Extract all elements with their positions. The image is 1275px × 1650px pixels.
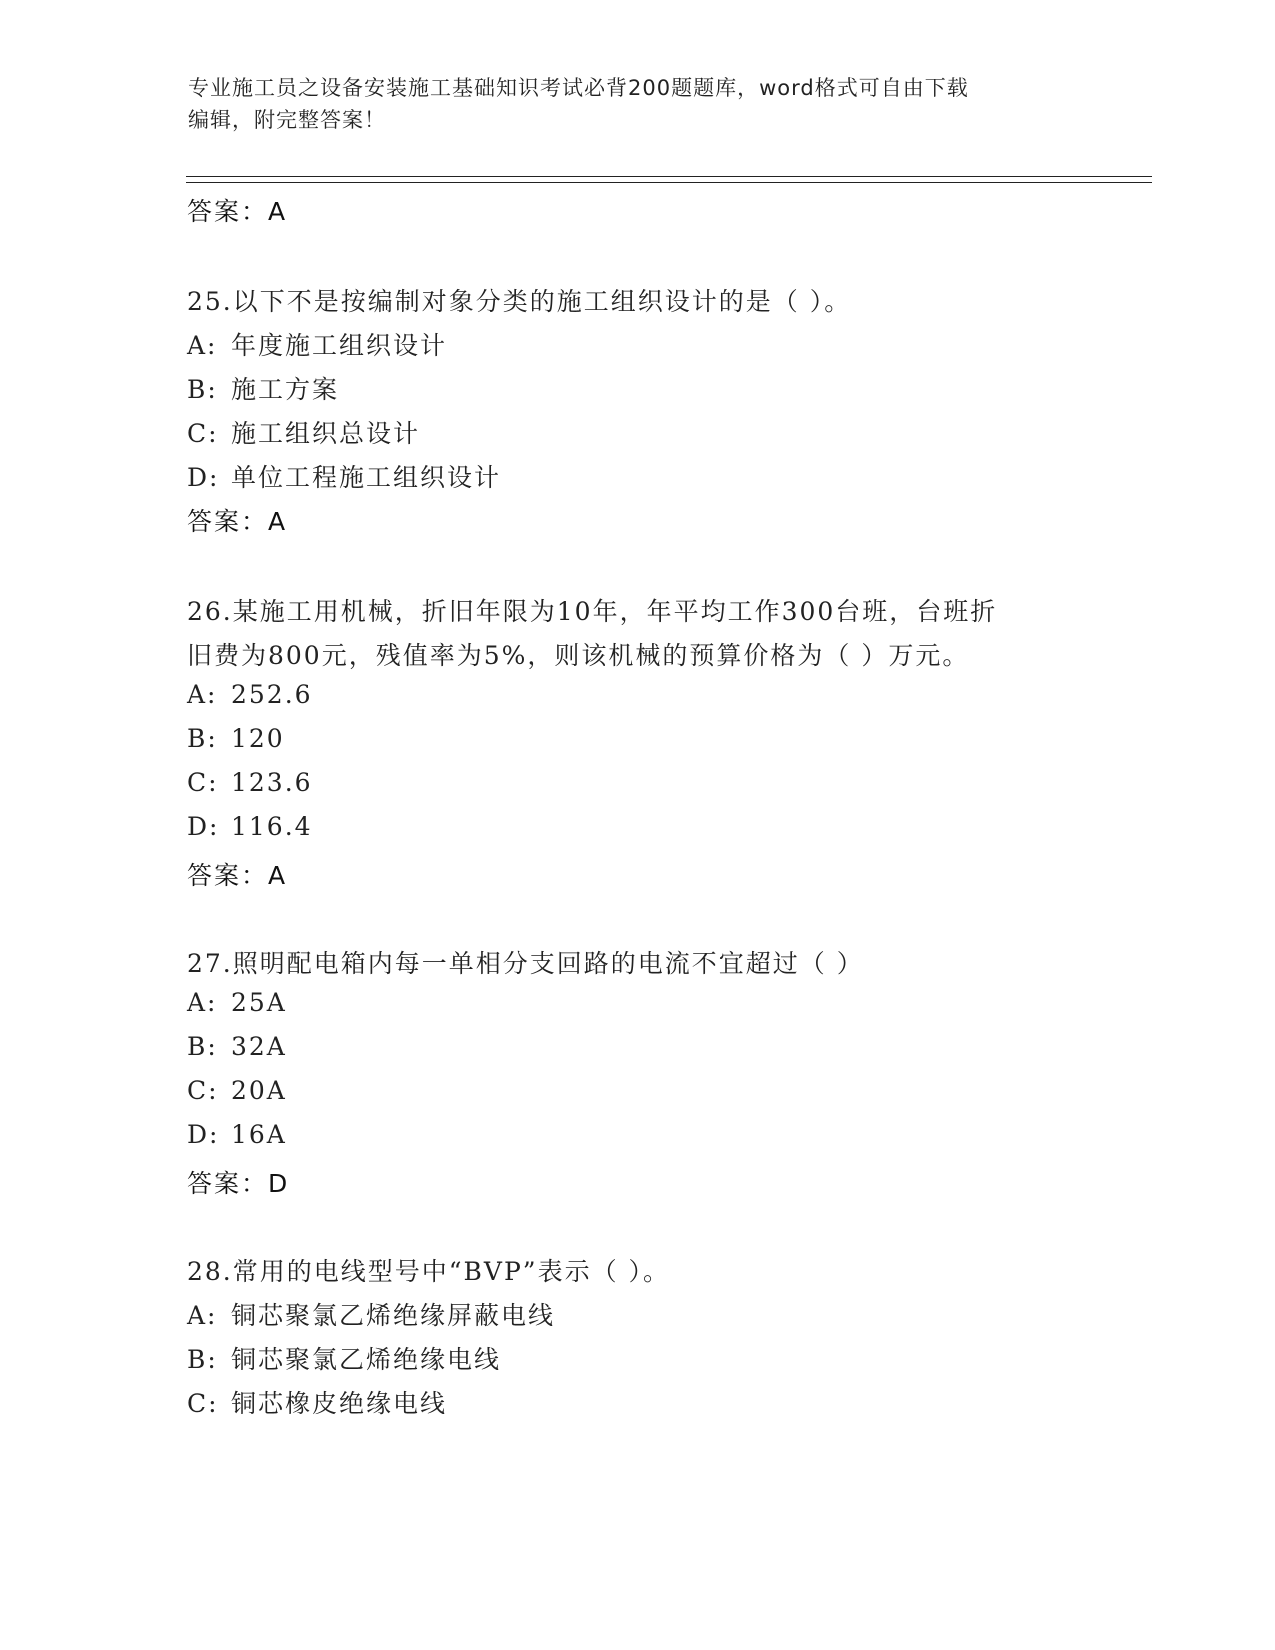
option-text: 25A <box>231 988 287 1017</box>
option-key: A: <box>187 988 218 1017</box>
question-28-option-c <box>187 1384 447 1420</box>
question-28-option-a <box>187 1296 555 1332</box>
header-line-2: 编辑，附完整答案！ <box>188 108 386 132</box>
option-key: B: <box>187 1345 218 1374</box>
option-text: 铜芯聚氯乙烯绝缘电线 <box>231 1345 502 1374</box>
option-text: 施工组织总设计 <box>231 419 421 448</box>
question-25-option-a <box>187 326 447 362</box>
question-25-option-b <box>187 370 339 406</box>
option-key: A: <box>187 1301 218 1330</box>
option-text: 年度施工组织设计 <box>231 331 448 360</box>
question-26-option-b <box>187 724 285 753</box>
header-line-1: 专业施工员之设备安装施工基础知识考试必背200题题库，word格式可自由下载 <box>188 76 969 100</box>
option-text: 施工方案 <box>231 375 340 404</box>
option-key: C: <box>187 419 219 448</box>
question-27-stem: 27.照明配电箱内每一单相分支回路的电流不宜超过（ ） <box>187 949 864 978</box>
document-header <box>188 72 1088 136</box>
option-key: B: <box>187 1032 218 1061</box>
option-key: C: <box>187 1389 219 1418</box>
option-text: 铜芯橡皮绝缘电线 <box>231 1389 448 1418</box>
question-26-option-d <box>187 812 313 841</box>
question-26-answer: 答案：A <box>187 861 288 890</box>
option-text: 116.4 <box>231 812 313 841</box>
header-divider-bottom <box>186 182 1152 183</box>
question-26-option-a <box>187 680 313 709</box>
option-text: 16A <box>231 1120 287 1149</box>
option-key: A: <box>187 331 218 360</box>
option-text: 120 <box>231 724 285 753</box>
header-divider-top <box>186 176 1152 177</box>
question-27-option-b <box>187 1032 287 1061</box>
option-text: 123.6 <box>231 768 313 797</box>
option-key: A: <box>187 680 218 709</box>
question-27-answer: 答案：D <box>187 1169 290 1198</box>
option-key: C: <box>187 768 219 797</box>
question-25-stem: 25.以下不是按编制对象分类的施工组织设计的是（ ）。 <box>187 287 852 316</box>
option-text: 32A <box>231 1032 287 1061</box>
question-26-option-c <box>187 768 313 797</box>
question-25-answer: 答案：A <box>187 507 288 536</box>
option-key: D: <box>187 463 220 492</box>
question-26-stem-line-1: 26.某施工用机械，折旧年限为10年，年平均工作300台班，台班折 <box>187 597 998 626</box>
option-text: 20A <box>231 1076 287 1105</box>
question-26-stem-line-2: 旧费为800元，残值率为5%，则该机械的预算价格为（ ）万元。 <box>187 641 970 670</box>
question-27-option-c <box>187 1076 287 1105</box>
option-text: 252.6 <box>231 680 313 709</box>
previous-answer: 答案：A <box>187 197 288 226</box>
option-key: D: <box>187 1120 220 1149</box>
question-25-option-c <box>187 414 420 450</box>
question-27-option-a <box>187 988 287 1017</box>
option-key: B: <box>187 724 218 753</box>
question-27-option-d <box>187 1120 287 1149</box>
question-28-stem: 28.常用的电线型号中“BVP”表示（ ）。 <box>187 1257 671 1286</box>
option-text: 铜芯聚氯乙烯绝缘屏蔽电线 <box>231 1301 556 1330</box>
option-key: C: <box>187 1076 219 1105</box>
option-text: 单位工程施工组织设计 <box>231 463 502 492</box>
question-25-option-d <box>187 458 501 494</box>
option-key: B: <box>187 375 218 404</box>
option-key: D: <box>187 812 220 841</box>
question-28-option-b <box>187 1340 501 1376</box>
